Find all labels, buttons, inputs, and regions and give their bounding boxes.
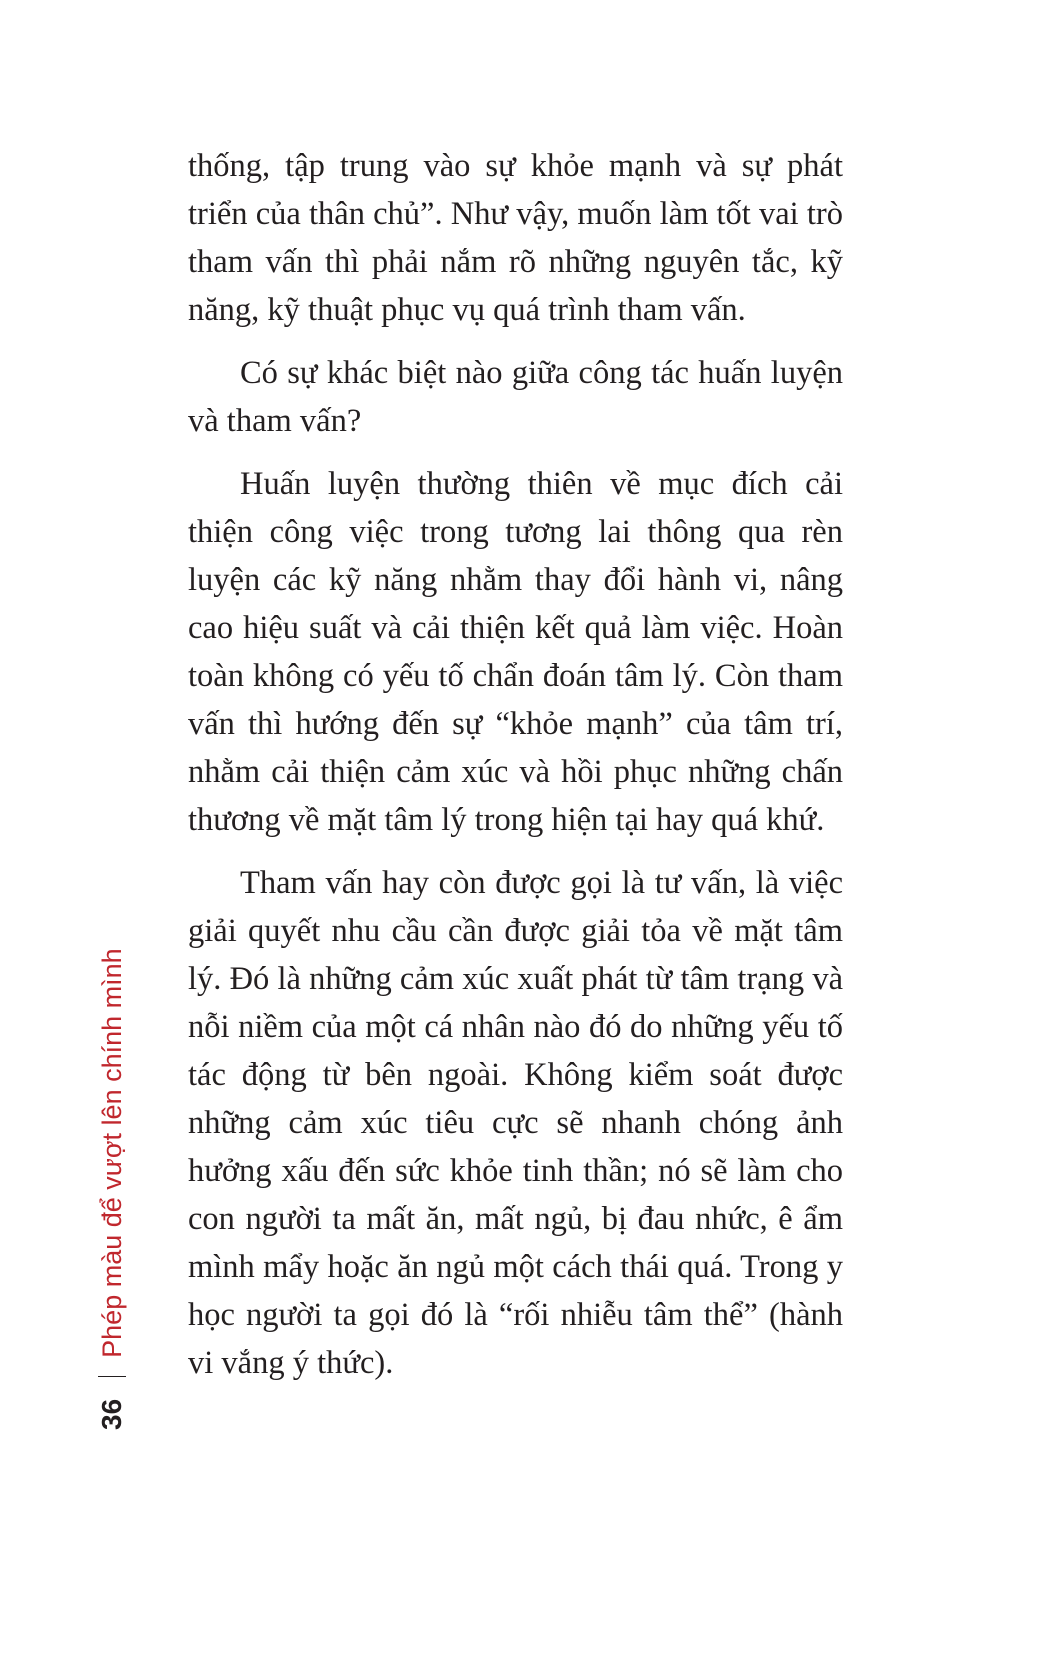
book-title: Phép màu để vượt lên chính mình [96,948,127,1358]
page-body [188,142,843,1402]
footer-divider [98,1376,126,1377]
paragraph-2: Có sự khác biệt nào giữa công tác huấn luyện và tham vấn? [188,355,843,439]
paragraph-4: Tham vấn hay còn được gọi là tư vấn, là việc giải quyết nhu cầu cần được giải tỏa về mặt tâm lý. Đó là những cảm xúc xuất phát từ tâm trạng và nỗi niềm của một cá nhân nào đó do những yếu tố tác động từ bên ngoài. Không kiểm soát được những cảm xúc tiêu cực sẽ nhanh chóng ảnh hưởng xấu đến sức khỏe tinh thần; nó sẽ làm cho con người ta mất ăn, mất ngủ, bị đau nhức, ê ẩm mình mẩy hoặc ăn ngủ một cách thái quá. Trong y học người ta gọi đó là “rối nhiễu tâm thể” (hành vi vắng ý thức). [188,865,843,1381]
running-footer [92,948,132,1430]
paragraph-3: Huấn luyện thường thiên về mục đích cải thiện công việc trong tương lai thông qua rèn luyện các kỹ năng nhằm thay đổi hành vi, nâng cao hiệu suất và cải thiện kết quả làm việc. Hoàn toàn không có yếu tố chẩn đoán tâm lý. Còn tham vấn thì hướng đến sự “khỏe mạnh” của tâm trí, nhằm cải thiện cảm xúc và hồi phục những chấn thương về mặt tâm lý trong hiện tại hay quá khứ. [188,466,843,838]
paragraph-1: thống, tập trung vào sự khỏe mạnh và sự phát triển của thân chủ”. Như vậy, muốn làm tốt vai trò tham vấn thì phải nắm rõ những nguyên tắc, kỹ năng, kỹ thuật phục vụ quá trình tham vấn. [188,148,843,328]
page-number: 36 [96,1398,127,1430]
